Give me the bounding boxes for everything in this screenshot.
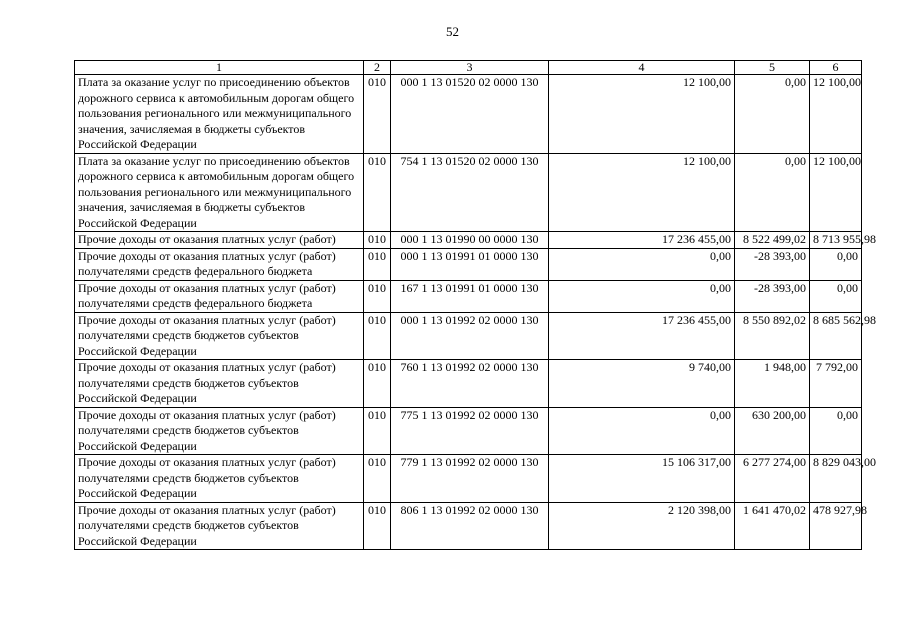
table-row xyxy=(75,502,862,550)
table-row xyxy=(75,232,862,249)
row-value-approved: 15 106 317,00 xyxy=(549,455,735,503)
row-code: 010 xyxy=(364,248,391,280)
row-kbk: 000 1 13 01990 00 0000 130 xyxy=(391,232,549,249)
row-value-unexecuted: 8 685 562,98 xyxy=(810,312,862,360)
row-value-approved: 12 100,00 xyxy=(549,75,735,154)
row-code: 010 xyxy=(364,75,391,154)
page-number: 52 xyxy=(446,24,459,39)
row-value-unexecuted: 8 713 955,98 xyxy=(810,232,862,249)
row-name: Прочие доходы от оказания платных услуг (работ) получателями средств федерального бюджета xyxy=(75,248,364,280)
table-row xyxy=(75,360,862,408)
row-name: Прочие доходы от оказания платных услуг (работ) получателями средств федерального бюджета xyxy=(75,280,364,312)
row-name: Прочие доходы от оказания платных услуг (работ) получателями средств бюджетов субъектов Российской Федерации xyxy=(75,455,364,503)
row-kbk: 167 1 13 01991 01 0000 130 xyxy=(391,280,549,312)
row-kbk: 000 1 13 01991 01 0000 130 xyxy=(391,248,549,280)
row-code: 010 xyxy=(364,407,391,455)
row-value-executed: 8 522 499,02 xyxy=(735,232,810,249)
table-row xyxy=(75,407,862,455)
row-value-executed: 6 277 274,00 xyxy=(735,455,810,503)
row-code: 010 xyxy=(364,360,391,408)
row-name: Прочие доходы от оказания платных услуг (работ) получателями средств бюджетов субъектов Российской Федерации xyxy=(75,407,364,455)
header-row xyxy=(75,61,862,75)
row-value-approved: 17 236 455,00 xyxy=(549,312,735,360)
row-kbk: 754 1 13 01520 02 0000 130 xyxy=(391,153,549,232)
row-value-executed: -28 393,00 xyxy=(735,248,810,280)
revenue-table xyxy=(74,60,876,550)
row-value-unexecuted: 7 792,00 xyxy=(810,360,862,408)
row-code: 010 xyxy=(364,280,391,312)
row-value-unexecuted: 0,00 xyxy=(810,280,862,312)
row-code: 010 xyxy=(364,502,391,550)
row-value-approved: 0,00 xyxy=(549,248,735,280)
row-value-approved: 0,00 xyxy=(549,407,735,455)
row-value-approved: 12 100,00 xyxy=(549,153,735,232)
table-row xyxy=(75,455,862,503)
column-header: 1 xyxy=(75,61,364,75)
row-value-executed: 1 641 470,02 xyxy=(735,502,810,550)
row-value-executed: 0,00 xyxy=(735,75,810,154)
row-name: Плата за оказание услуг по присоединению объектов дорожного сервиса к автомобильным дорогам общего пользования регионального или межмуниципального значения, зачисляемая в бюджеты субъектов Российской Федерации xyxy=(75,153,364,232)
column-header: 6 xyxy=(810,61,862,75)
row-name: Плата за оказание услуг по присоединению объектов дорожного сервиса к автомобильным дорогам общего пользования регионального или межмуниципального значения, зачисляемая в бюджеты субъектов Российской Федерации xyxy=(75,75,364,154)
row-value-approved: 9 740,00 xyxy=(549,360,735,408)
row-value-approved: 2 120 398,00 xyxy=(549,502,735,550)
row-code: 010 xyxy=(364,232,391,249)
row-value-unexecuted: 12 100,00 xyxy=(810,153,862,232)
table-body xyxy=(75,75,876,550)
row-kbk: 000 1 13 01520 02 0000 130 xyxy=(391,75,549,154)
row-value-unexecuted: 0,00 xyxy=(810,407,862,455)
table-row xyxy=(75,280,862,312)
row-value-executed: 0,00 xyxy=(735,153,810,232)
row-value-approved: 0,00 xyxy=(549,280,735,312)
column-header: 5 xyxy=(735,61,810,75)
row-value-executed: -28 393,00 xyxy=(735,280,810,312)
row-code: 010 xyxy=(364,455,391,503)
column-header: 4 xyxy=(549,61,735,75)
row-value-executed: 630 200,00 xyxy=(735,407,810,455)
row-value-executed: 8 550 892,02 xyxy=(735,312,810,360)
row-kbk: 806 1 13 01992 02 0000 130 xyxy=(391,502,549,550)
row-name: Прочие доходы от оказания платных услуг (работ) получателями средств бюджетов субъектов Российской Федерации xyxy=(75,360,364,408)
table-row xyxy=(75,153,862,232)
row-value-unexecuted: 8 829 043,00 xyxy=(810,455,862,503)
row-name: Прочие доходы от оказания платных услуг (работ) xyxy=(75,232,364,249)
row-value-unexecuted: 12 100,00 xyxy=(810,75,862,154)
row-name: Прочие доходы от оказания платных услуг (работ) получателями средств бюджетов субъектов Российской Федерации xyxy=(75,312,364,360)
row-value-unexecuted: 478 927,98 xyxy=(810,502,862,550)
row-name: Прочие доходы от оказания платных услуг (работ) получателями средств бюджетов субъектов Российской Федерации xyxy=(75,502,364,550)
column-header: 2 xyxy=(364,61,391,75)
row-code: 010 xyxy=(364,153,391,232)
table-row xyxy=(75,75,862,154)
row-value-executed: 1 948,00 xyxy=(735,360,810,408)
column-header: 3 xyxy=(391,61,549,75)
row-value-approved: 17 236 455,00 xyxy=(549,232,735,249)
row-code: 010 xyxy=(364,312,391,360)
table-row xyxy=(75,312,862,360)
row-kbk: 000 1 13 01992 02 0000 130 xyxy=(391,312,549,360)
row-kbk: 779 1 13 01992 02 0000 130 xyxy=(391,455,549,503)
table-row xyxy=(75,248,862,280)
row-value-unexecuted: 0,00 xyxy=(810,248,862,280)
row-kbk: 760 1 13 01992 02 0000 130 xyxy=(391,360,549,408)
row-kbk: 775 1 13 01992 02 0000 130 xyxy=(391,407,549,455)
